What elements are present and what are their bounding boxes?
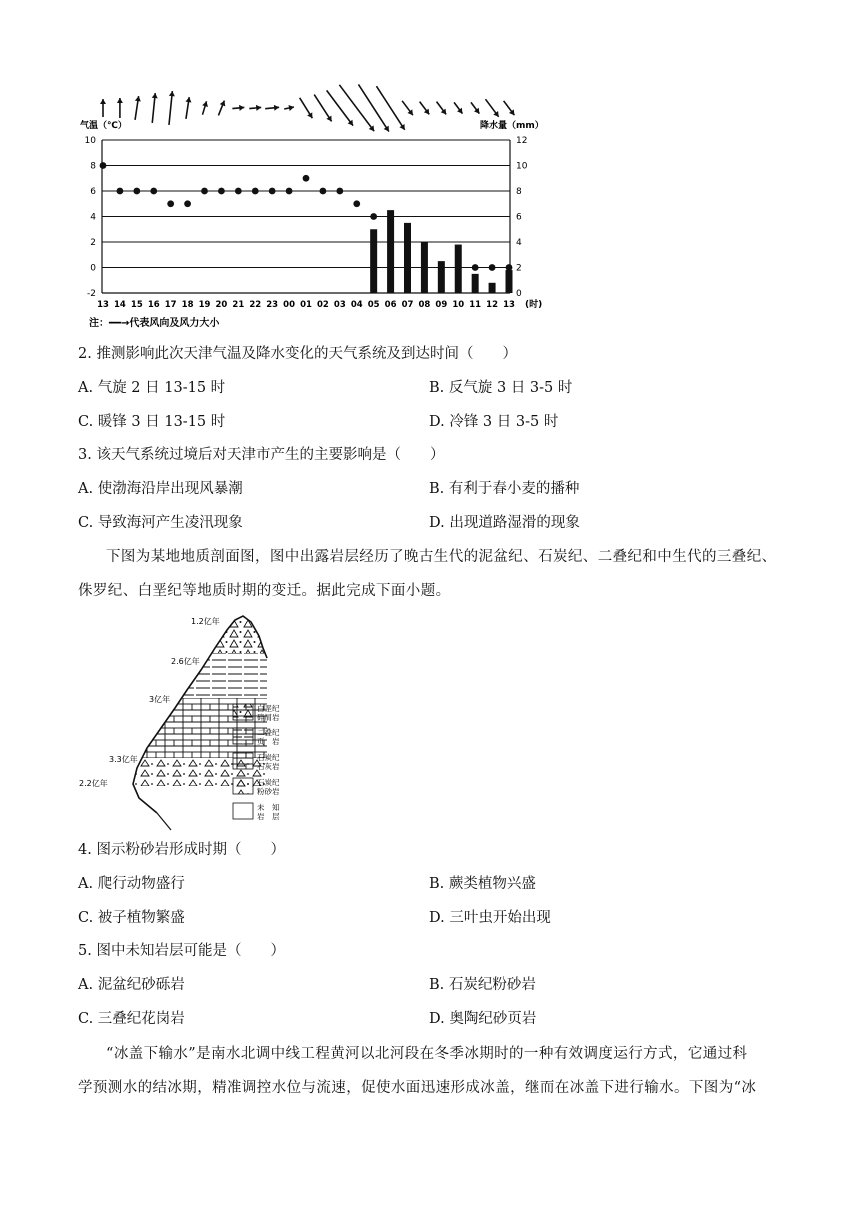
temp-point <box>100 162 107 169</box>
x-tick: 00 <box>283 300 296 310</box>
svg-text:碎屑岩: 碎屑岩 <box>257 713 280 722</box>
x-tick: 16 <box>147 300 160 310</box>
q4-option-d[interactable]: D. 三叶虫开始出现 <box>429 910 551 926</box>
wind-arrow <box>339 85 374 131</box>
geo-intro-line2: 侏罗纪、白垩纪等地质时期的变迁。据此完成下面小题。 <box>78 583 451 599</box>
x-tick: 01 <box>300 300 312 310</box>
ice-intro-line1: “冰盖下输水”是南水北调中线工程黄河以北河段在冬季冰期时的一种有效调度运行方式，它通过科 <box>106 1046 748 1062</box>
svg-text:岩 层: 岩 层 <box>257 812 280 821</box>
chart-note: 注：━━→代表风向及风力大小 <box>89 318 220 329</box>
temp-point <box>133 188 140 195</box>
x-unit: (时) <box>525 300 543 310</box>
x-tick: 10 <box>452 300 465 310</box>
y-left-tick: 10 <box>84 136 96 146</box>
temp-point <box>489 264 496 271</box>
svg-text:2.2亿年: 2.2亿年 <box>79 779 108 788</box>
svg-text:1.2亿年: 1.2亿年 <box>191 617 220 626</box>
q3-stem: 3. 该天气系统过境后对天津市产生的主要影响是（ ） <box>78 447 445 463</box>
wind-arrow <box>376 86 404 130</box>
temp-point <box>320 188 327 195</box>
precip-bar <box>489 283 496 293</box>
svg-text:3亿年: 3亿年 <box>149 695 171 704</box>
y-right-tick: 10 <box>516 161 528 172</box>
wind-arrow <box>249 105 261 111</box>
svg-text:2.6亿年: 2.6亿年 <box>171 657 200 666</box>
q2-option-b[interactable]: B. 反气旋 3 日 3-5 时 <box>429 380 573 396</box>
y-left-label: 气温（℃） <box>80 121 127 131</box>
wind-arrow <box>232 105 244 111</box>
y-right-tick: 0 <box>516 289 522 299</box>
geology-cross-section <box>75 608 305 833</box>
y-right-label: 降水量（mm） <box>480 121 544 131</box>
x-tick: 04 <box>350 300 363 310</box>
wind-arrow <box>454 102 462 113</box>
wind-arrow <box>420 102 430 115</box>
q3-option-b[interactable]: B. 有利于春小麦的播种 <box>429 481 580 497</box>
wind-arrow <box>485 99 498 117</box>
precipitation-bars <box>370 210 512 293</box>
chart-grid <box>102 140 510 293</box>
q4-option-b[interactable]: B. 蕨类植物兴盛 <box>429 876 536 892</box>
q5-option-b[interactable]: B. 石炭纪粉砂岩 <box>429 977 536 993</box>
temp-point <box>438 264 445 271</box>
svg-text:页 岩: 页 岩 <box>257 737 280 746</box>
x-tick: 23 <box>266 300 279 310</box>
svg-text:石炭纪: 石炭纪 <box>257 753 280 762</box>
svg-text:石灰岩: 石灰岩 <box>257 762 280 771</box>
y-left-tick: 6 <box>90 187 96 197</box>
x-tick: 15 <box>130 300 143 310</box>
q3-option-d[interactable]: D. 出现道路湿滑的现象 <box>429 515 580 531</box>
x-tick: 09 <box>435 300 448 310</box>
temp-point <box>252 188 259 195</box>
temp-point <box>117 188 124 195</box>
wind-arrow <box>169 91 175 125</box>
x-tick: 13 <box>97 300 109 310</box>
q3-option-a[interactable]: A. 使渤海沿岸出现风暴潮 <box>78 481 243 497</box>
temp-point <box>336 188 343 195</box>
q2-stem: 2. 推测影响此次天津气温及降水变化的天气系统及到达时间（ ） <box>78 346 517 362</box>
precip-bar <box>472 274 479 293</box>
wind-arrow <box>437 102 447 115</box>
wind-arrow <box>314 95 331 122</box>
y-right-tick: 8 <box>516 187 522 197</box>
precip-bar <box>404 223 411 293</box>
temp-point <box>184 200 191 207</box>
wind-arrow <box>284 105 294 111</box>
svg-text:未 知: 未 知 <box>257 803 280 812</box>
precip-bar <box>370 229 377 293</box>
y-right-tick: 12 <box>516 136 528 146</box>
q5-option-a[interactable]: A. 泥盆纪砂砾岩 <box>78 977 185 993</box>
wind-arrow <box>504 101 515 115</box>
y-left-ticks <box>85 136 97 299</box>
y-left-tick: 8 <box>90 161 96 172</box>
x-tick: 20 <box>215 300 228 310</box>
wind-arrow <box>218 101 225 116</box>
x-tick: 18 <box>181 300 194 310</box>
wind-arrow <box>300 98 313 118</box>
y-left-tick: 2 <box>90 238 96 248</box>
wind-arrow <box>358 84 388 131</box>
temp-point <box>353 200 360 207</box>
wind-arrow <box>402 101 413 115</box>
wind-arrow <box>471 102 479 113</box>
x-tick: 07 <box>401 300 414 310</box>
x-tick: 13 <box>503 300 515 310</box>
y-left-tick: -2 <box>87 289 96 299</box>
x-tick: 19 <box>198 300 211 310</box>
y-right-tick: 2 <box>516 263 522 274</box>
y-right-tick: 6 <box>516 212 522 223</box>
x-tick: 11 <box>469 300 482 310</box>
q2-option-a[interactable]: A. 气旋 2 日 13-15 时 <box>78 380 226 396</box>
q5-option-d[interactable]: D. 奥陶纪砂页岩 <box>429 1011 537 1027</box>
precip-bar <box>506 270 513 293</box>
temp-point <box>269 188 276 195</box>
temp-point <box>235 188 242 195</box>
q4-option-c[interactable]: C. 被子植物繁盛 <box>78 910 185 926</box>
x-tick: 17 <box>164 300 177 310</box>
x-tick: 22 <box>249 300 262 310</box>
wind-arrows <box>100 84 514 131</box>
x-tick: 03 <box>333 300 346 310</box>
temp-point <box>167 200 174 207</box>
wind-arrow <box>152 93 158 123</box>
x-tick: 14 <box>113 300 126 310</box>
x-tick: 06 <box>384 300 397 310</box>
wind-arrow <box>135 96 141 120</box>
x-tick: 08 <box>418 300 431 310</box>
q5-option-c[interactable]: C. 三叠纪花岗岩 <box>78 1011 185 1027</box>
y-left-tick: 4 <box>90 212 96 223</box>
temp-point <box>303 175 310 182</box>
wind-arrow <box>202 101 208 114</box>
x-ticks <box>97 300 515 310</box>
temp-point <box>506 264 513 271</box>
svg-text:石炭纪: 石炭纪 <box>257 778 280 787</box>
precip-bar <box>387 210 394 293</box>
x-tick: 21 <box>232 300 245 310</box>
geo-intro-line1: 下图为某地地质剖面图，图中出露岩层经历了晚古生代的泥盆纪、石炭纪、二叠纪和中生代的三叠纪、 <box>106 549 777 565</box>
precip-bar <box>421 242 428 293</box>
temp-point <box>150 188 157 195</box>
weather-chart <box>70 68 560 330</box>
temp-point <box>286 188 293 195</box>
wind-arrow <box>265 105 279 111</box>
temp-point <box>472 264 479 271</box>
svg-text:3.3亿年: 3.3亿年 <box>109 755 138 764</box>
x-tick: 02 <box>316 300 329 310</box>
y-right-ticks <box>516 136 528 299</box>
temp-point <box>218 188 225 195</box>
q4-stem: 4. 图示粉砂岩形成时期（ ） <box>78 842 285 858</box>
temp-point <box>201 188 208 195</box>
q3-option-c[interactable]: C. 导致海河产生凌汛现象 <box>78 515 243 531</box>
temp-point <box>370 213 377 220</box>
q2-option-d[interactable]: D. 冷锋 3 日 3-5 时 <box>429 414 559 430</box>
q4-option-a[interactable]: A. 爬行动物盛行 <box>78 876 185 892</box>
q5-stem: 5. 图中未知岩层可能是（ ） <box>78 943 285 959</box>
wind-arrow <box>117 98 123 118</box>
x-tick: 05 <box>367 300 380 310</box>
y-right-tick: 4 <box>516 238 522 248</box>
precip-bar <box>455 245 462 293</box>
svg-text:白垩纪: 白垩纪 <box>257 704 280 713</box>
ice-intro-line2: 学预测水的结冰期，精准调控水位与流速，促使水面迅速形成冰盖，继而在冰盖下进行输水。下图为“冰 <box>78 1080 757 1096</box>
wind-arrow <box>100 99 106 117</box>
y-left-tick: 0 <box>90 263 96 274</box>
svg-text:粉砂岩: 粉砂岩 <box>257 787 280 796</box>
q2-option-c[interactable]: C. 暖锋 3 日 13-15 时 <box>78 414 226 430</box>
svg-text:二叠纪: 二叠纪 <box>257 728 280 737</box>
x-tick: 12 <box>486 300 499 310</box>
wind-arrow <box>186 97 192 119</box>
